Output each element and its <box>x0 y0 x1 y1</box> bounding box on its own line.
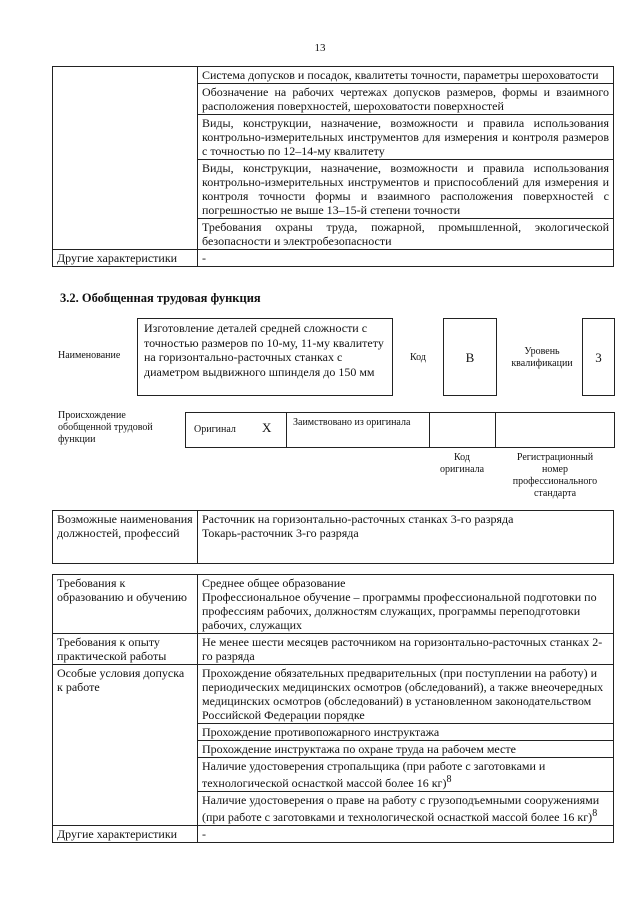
other-characteristics-value: - <box>198 250 614 267</box>
registration-number-caption: Регистрационный номер профессионального стандарта <box>512 452 598 499</box>
condition-item: Прохождение инструктажа по охране труда на рабочем месте <box>198 741 614 758</box>
section-title: 3.2. Обобщенная трудовая функция <box>60 291 261 305</box>
other-characteristics-label: Другие характеристики <box>53 250 198 267</box>
education-label: Требования к образованию и обучению <box>53 575 198 634</box>
condition-item <box>198 792 614 826</box>
positions-values <box>198 511 614 564</box>
condition-item <box>198 758 614 792</box>
original-label: Оригинал <box>194 424 236 435</box>
knowledge-item: Система допусков и посадок, квалитеты точности, параметры шероховатости <box>198 67 614 84</box>
original-cell <box>185 412 287 448</box>
requirements-table <box>52 574 614 843</box>
name-label: Наименование <box>58 350 121 361</box>
level-label: Уровень квалификации <box>511 346 573 369</box>
knowledge-table <box>52 66 614 267</box>
origin-row <box>185 412 615 448</box>
positions-label: Возможные наименования должностей, профессий <box>53 511 198 564</box>
footnote-mark: 8 <box>592 808 598 819</box>
function-name-value: Изготовление деталей средней сложности с точностью размеров по 10-му, 11-му квалитету на горизонтально-расточных станках с диаметром выдвижного шпинделя до 150 мм <box>137 318 393 396</box>
positions-table <box>52 510 614 564</box>
condition-text: Наличие удостоверения о праве на работу с грузоподъемными сооружениями (при работе с заготовками и технологической оснасткой массой более 16 кг) <box>202 793 600 824</box>
conditions-label: Особые условия допуска к работе <box>53 665 198 826</box>
original-mark: X <box>262 420 272 435</box>
table-row <box>53 826 614 843</box>
education-values <box>198 575 614 634</box>
condition-text: Наличие удостоверения стропальщика (при работе с заготовками и технологической оснасткой массой более 16 кг) <box>202 759 546 790</box>
table-row <box>53 511 614 564</box>
page-number: 13 <box>314 42 326 54</box>
position-item: Токарь-расточник 3-го разряда <box>202 526 359 540</box>
other-characteristics-value: - <box>198 826 614 843</box>
registration-number-cell <box>495 412 615 448</box>
position-item: Расточник на горизонтально-расточных станках 3-го разряда <box>202 512 514 526</box>
knowledge-item: Виды, конструкции, назначение, возможности и правила использования контрольно-измерительных инструментов для измерения и контроля размеров с точностью по 12–14-му квалитету <box>198 115 614 160</box>
experience-label: Требования к опыту практической работы <box>53 634 198 665</box>
table-row <box>53 250 614 267</box>
level-value: 3 <box>582 318 615 396</box>
condition-item: Прохождение противопожарного инструктажа <box>198 724 614 741</box>
education-item: Профессиональное обучение – программы профессиональной подготовки по профессиям рабочих, должностям служащих, программы переподготовки рабочих, служащих <box>202 590 597 632</box>
table-row <box>53 67 614 84</box>
empty-label-cell <box>53 67 198 250</box>
condition-item: Прохождение обязательных предварительных (при поступлении на работу) и периодических медицинских осмотров (обследований), а также внеочередных медицинских осмотров (обследований) в установленном законодательством Российской Федерации порядке <box>198 665 614 724</box>
knowledge-item: Обозначение на рабочих чертежах допусков размеров, формы и взаимного расположения поверхностей, шероховатости поверхностей <box>198 84 614 115</box>
education-item: Среднее общее образование <box>202 576 346 590</box>
footnote-mark: 8 <box>446 774 452 785</box>
other-characteristics-label: Другие характеристики <box>53 826 198 843</box>
table-row <box>53 634 614 665</box>
table-row <box>53 575 614 634</box>
code-original-caption: Код оригинала <box>439 452 485 475</box>
original-code-cell <box>429 412 496 448</box>
code-label: Код <box>410 352 426 363</box>
code-value: B <box>443 318 497 396</box>
knowledge-item: Виды, конструкции, назначение, возможности и правила использования контрольно-измерительных инструментов и приспособлений для измерения и контроля точности формы и взаимного расположения поверхностей с погрешностью не выше 13–15-й степени точности <box>198 160 614 219</box>
borrowed-cell: Заимствовано из оригинала <box>286 412 430 448</box>
experience-value: Не менее шести месяцев расточником на горизонтально-расточных станках 2-го разряда <box>198 634 614 665</box>
table-row <box>53 665 614 724</box>
knowledge-item: Требования охраны труда, пожарной, промышленной, экологической безопасности и электробезопасности <box>198 219 614 250</box>
origin-label: Происхождение обобщенной трудовой функции <box>58 410 153 445</box>
